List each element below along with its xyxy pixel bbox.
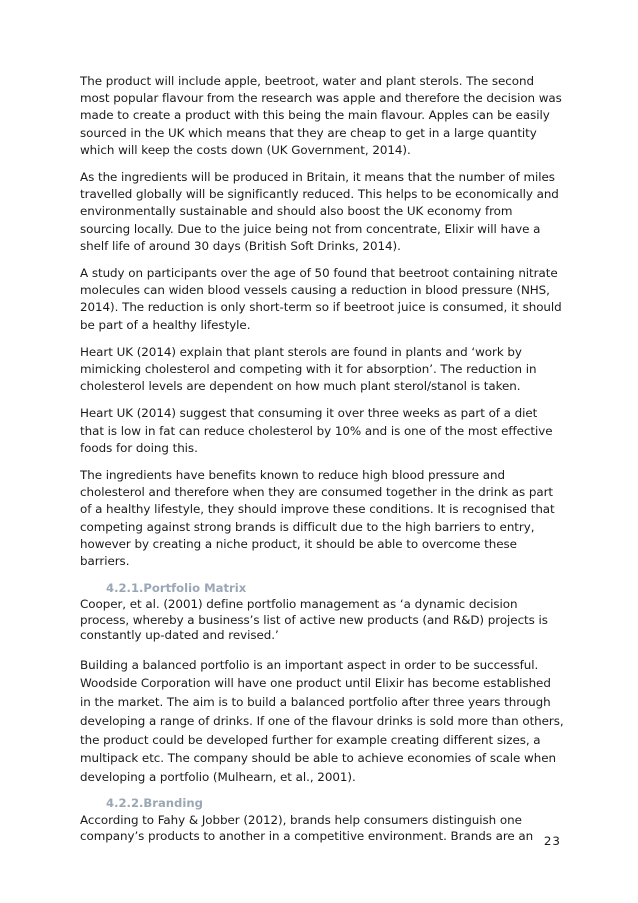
paragraph-cholesterol-reduction: Heart UK (2014) suggest that consuming it over three weeks as part of a diet that is low in fat can reduce cholesterol by 10% and is one of the most effective foods for doing this. bbox=[80, 406, 553, 455]
paragraph-branding-intro: According to Fahy & Jobber (2012), brands help consumers distinguish one company’s products to another in a competitive environment. Brands are an bbox=[80, 813, 534, 844]
paragraph-plant-sterols: Heart UK (2014) explain that plant sterols are found in plants and ‘work by mimicking cholesterol and competing with it for absorption’. The reduction in cholesterol levels are dependent on how much plant sterol/stanol is taken. bbox=[80, 344, 537, 394]
paragraph-portfolio-definition: Cooper, et al. (2001) define portfolio management as ‘a dynamic decision process, whereby a business’s list of active new products (and R&D) projects is constantly up-dated and revised.’ bbox=[80, 597, 548, 643]
heading-branding: 4.2.2.Branding bbox=[106, 796, 203, 811]
paragraph-ingredients: The product will include apple, beetroot, water and plant sterols. The second most popular flavour from the research was apple and therefore the decision was made to create a product with this being the main flavour. Apples can be easily sourced in the UK which means that they are cheap to get in a large quantity which will keep the costs down (UK Government, 2014). bbox=[80, 74, 562, 157]
paragraph-ingredient-benefits: The ingredients have benefits known to reduce high blood pressure and cholesterol and therefore when they are consumed together in the drink as part of a healthy lifestyle, they should improve these conditions. It is recognised that competing against strong brands is difficult due to the high barriers to entry, however by creating a niche product, it should be able to overcome these barriers. bbox=[80, 468, 555, 569]
heading-portfolio-matrix: 4.2.1.Portfolio Matrix bbox=[106, 581, 247, 596]
page-number: 23 bbox=[543, 834, 561, 848]
paragraph-local-sourcing: As the ingredients will be produced in Britain, it means that the number of miles travelled globally will be significantly reduced. This helps to be economically and environmentally sustainable and should also boost the UK economy from sourcing locally. Due to the juice being not from concentrate, Elixir will have a shelf life of around 30 days (British Soft Drinks, 2014). bbox=[80, 170, 559, 253]
page-content bbox=[80, 73, 564, 844]
paragraph-beetroot-study: A study on participants over the age of 50 found that beetroot containing nitrate molecules can widen blood vessels causing a reduction in blood pressure (NHS, 2014). The reduction is only short-term so if beetroot juice is consumed, it should be part of a healthy lifestyle. bbox=[80, 266, 562, 332]
paragraph-balanced-portfolio: Building a balanced portfolio is an important aspect in order to be successful. Woodside Corporation will have one product until Elixir has become established in the market. The aim is to build a balanced portfolio after three years through developing a range of drinks. If one of the flavour drinks is sold more than others, the product could be developed further for example creating different sizes, a multipack etc. The company should be able to achieve economies of scale when developing a portfolio (Mulhearn, et al., 2001). bbox=[80, 657, 564, 785]
